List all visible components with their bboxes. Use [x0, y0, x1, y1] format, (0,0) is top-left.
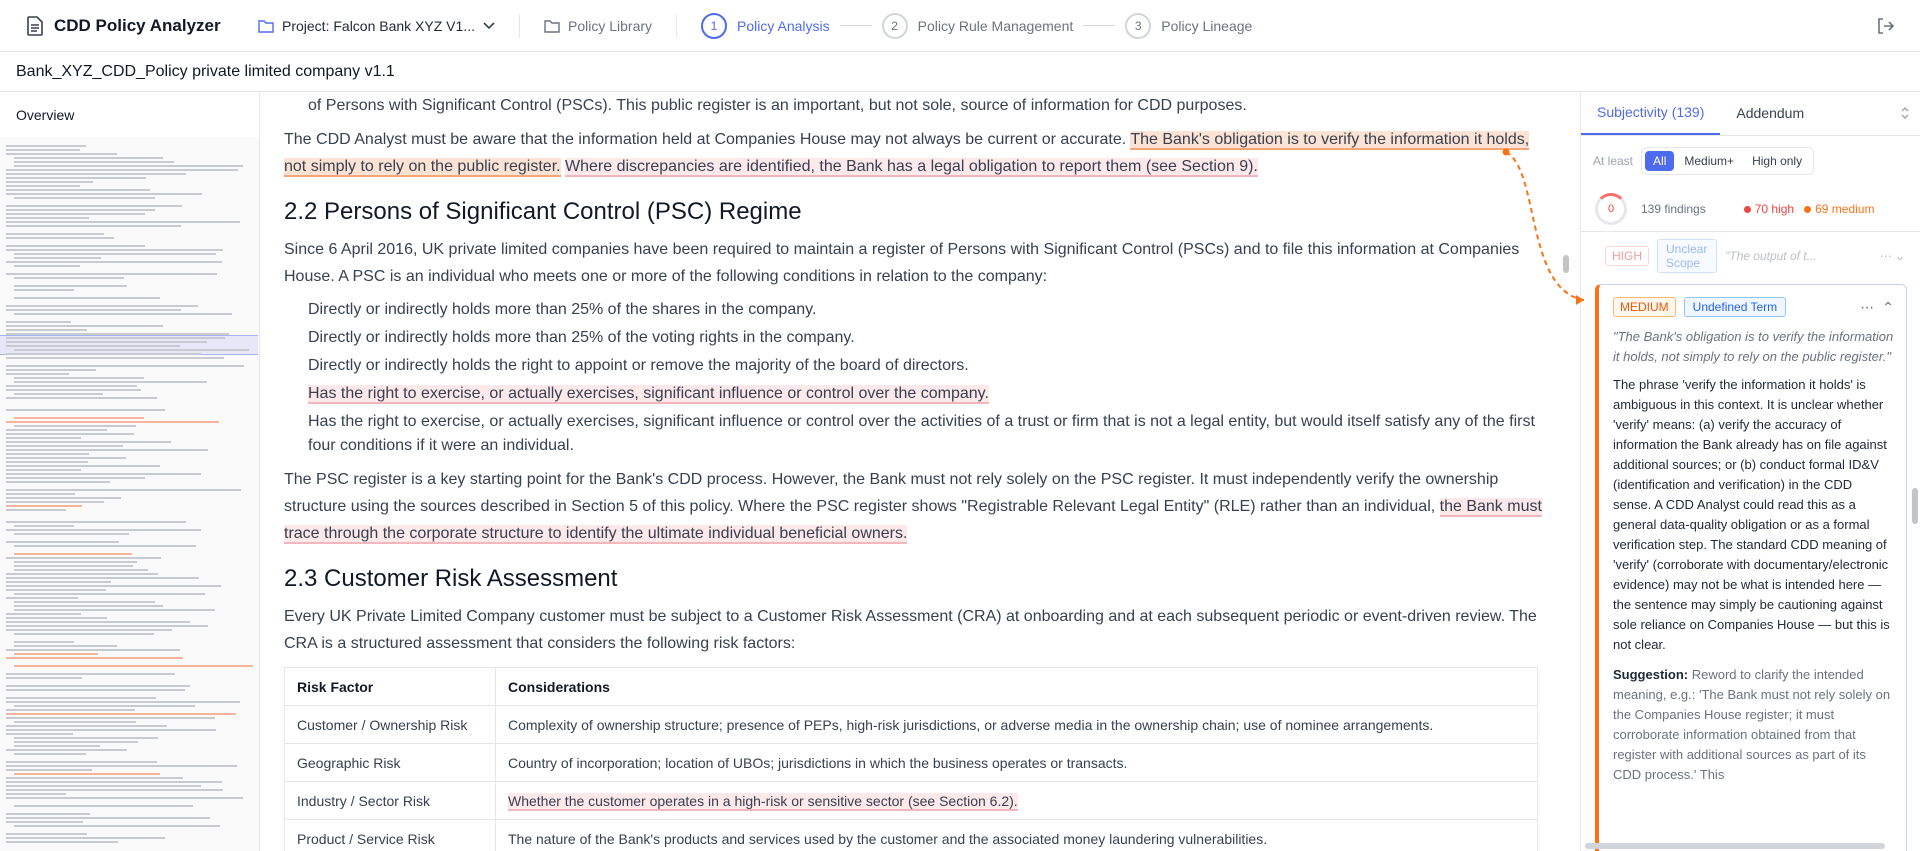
step-number: 2	[882, 13, 908, 39]
minimap-line	[6, 765, 237, 767]
overview-label: Overview	[0, 92, 259, 137]
text: The CDD Analyst must be aware that the information held at Companies House may not always be current or accurate.	[284, 131, 1131, 148]
minimap-line	[14, 553, 132, 555]
minimap-line	[14, 545, 196, 547]
minimap-line	[6, 489, 241, 491]
minimap-line	[6, 245, 145, 247]
document-content[interactable]	[260, 92, 1580, 851]
minimap-line	[6, 657, 183, 659]
more-icon[interactable]: ⋯ ⌄	[1879, 249, 1905, 263]
minimap-line	[14, 645, 117, 647]
document-title: Bank_XYZ_CDD_Policy private limited company v1.1	[0, 52, 1920, 92]
minimap-line	[6, 181, 93, 183]
minimap-line	[14, 665, 253, 667]
minimap-line	[14, 633, 154, 635]
policy-library-label: Policy Library	[567, 17, 653, 34]
minimap-line	[6, 789, 223, 791]
minimap-line	[14, 285, 127, 287]
highlight-high[interactable]: the Bank must trace through the corporate structure to identify the ultimate individual beneficial owners.	[284, 498, 1542, 542]
minimap-line	[6, 209, 155, 211]
minimap-line	[6, 577, 199, 579]
cell: Customer / Ownership Risk	[285, 706, 496, 744]
scrollbar[interactable]	[1563, 255, 1569, 273]
minimap-line	[14, 377, 144, 379]
list-item	[308, 382, 1546, 406]
finding-card-expanded[interactable]	[1595, 284, 1907, 851]
minimap-line	[6, 357, 224, 359]
panel-tabs	[1581, 92, 1920, 136]
step-number: 3	[1125, 13, 1151, 39]
minimap-line	[14, 753, 86, 755]
minimap-line	[14, 605, 163, 607]
minimap-line	[6, 769, 92, 771]
minimap-line	[6, 153, 117, 155]
findings-panel	[1580, 92, 1920, 851]
step-label: Policy Analysis	[737, 17, 830, 34]
minimap-line	[6, 597, 78, 599]
minimap-line	[14, 805, 193, 807]
minimap-line	[6, 465, 160, 467]
minimap-line	[6, 333, 229, 335]
cell: Product / Service Risk	[285, 820, 496, 851]
minimap-line	[14, 253, 216, 255]
minimap-line	[14, 289, 74, 291]
minimap-line	[6, 149, 80, 151]
minimap-line	[6, 373, 69, 375]
minimap-line	[6, 305, 198, 307]
folder-icon	[544, 19, 560, 33]
minimap-line	[14, 165, 243, 167]
minimap-line	[6, 813, 90, 815]
minimap-line	[6, 205, 182, 207]
minimap-line	[6, 505, 82, 507]
paragraph	[284, 466, 1546, 547]
list-item: Directly or indirectly holds more than 25% of the voting rights in the company.	[308, 329, 855, 346]
minimap-line	[6, 621, 190, 623]
severity-segmented-control	[1641, 147, 1814, 175]
minimap-line	[14, 721, 136, 723]
filter-high-only[interactable]: High only	[1752, 154, 1803, 168]
minimap-line	[14, 825, 220, 827]
step-policy-analysis[interactable]	[701, 13, 830, 39]
minimap-line	[6, 449, 208, 451]
minimap-line	[14, 417, 144, 419]
progress-ring: 0	[1595, 193, 1627, 225]
minimap-line	[6, 581, 111, 583]
chevron-up-icon[interactable]: ⌃	[1882, 298, 1894, 315]
list-continuation	[284, 94, 1546, 118]
text: The PSC register is a key starting point for the Bank's CDD process. However, the Bank must not rely solely on the PSC register. It must independently verify the ownership structure using the sources described in Section 5 of this policy. Where the PSC register shows "Registrable Relevant Legal Entity" (RLE) rather than an individual,	[284, 471, 1499, 515]
findings-summary	[1581, 186, 1920, 232]
minimap-line	[6, 185, 80, 187]
minimap-line	[6, 573, 158, 575]
minimap-line	[6, 477, 145, 479]
step-label: Policy Rule Management	[917, 17, 1074, 34]
minimap-line	[6, 409, 165, 411]
highlight-high[interactable]: Where discrepancies are identified, the Bank has a legal obligation to report them (see Section 9).	[565, 158, 1258, 175]
minimap-line	[6, 249, 223, 251]
minimap-line	[6, 821, 83, 823]
table-header	[285, 668, 1538, 706]
minimap-line	[6, 521, 186, 523]
risk-factor-table	[284, 667, 1538, 851]
list-item: of Persons with Significant Control (PSCs). This public register is an important, but not sole, source of information for CDD purposes.	[308, 97, 1247, 114]
highlight-medium[interactable]: The Bank's obligation is to verify the information it holds, not simply to rely on the public register.	[284, 131, 1530, 175]
minimap-line	[6, 177, 146, 179]
minimap-line	[6, 389, 141, 391]
minimap-line	[6, 617, 107, 619]
minimap-line	[6, 677, 82, 679]
minimap-line	[6, 717, 215, 719]
severity-badge: HIGH	[1605, 246, 1649, 266]
minimap-line	[14, 705, 195, 707]
table-row	[285, 744, 1538, 782]
cell: Complexity of ownership structure; presence of PEPs, high-risk jurisdictions, or adverse media in the ownership chain; use of nominee arrangements.	[496, 706, 1538, 744]
highlight-high[interactable]: Whether the customer operates in a high-risk or sensitive sector (see Section 6.2).	[508, 792, 1018, 809]
minimap-line	[14, 277, 124, 279]
minimap-line	[6, 673, 175, 675]
top-bar	[0, 0, 1920, 52]
minimap-line	[6, 493, 75, 495]
minimap-line	[6, 421, 219, 423]
tab-addendum[interactable]: Addendum	[1736, 105, 1805, 121]
project-selector[interactable]	[258, 18, 495, 34]
minimap-line	[14, 745, 100, 747]
table-row	[285, 782, 1538, 820]
step-policy-rule-management[interactable]	[882, 13, 1074, 39]
cell: The nature of the Bank's products and services used by the customer and the associated money laundering vulnerabilities.	[496, 820, 1538, 851]
policy-library-link[interactable]	[544, 18, 652, 34]
minimap-line	[14, 741, 138, 743]
minimap-line	[6, 541, 119, 543]
minimap-line	[6, 557, 161, 559]
minimap-line	[6, 785, 201, 787]
minimap-line	[6, 613, 81, 615]
minimap-line	[6, 369, 96, 371]
finding-card-collapsed[interactable]	[1581, 236, 1911, 276]
minimap-line	[6, 797, 243, 799]
minimap-line	[14, 569, 148, 571]
section-heading: 2.3 Customer Risk Assessment	[284, 565, 618, 592]
step-connector	[840, 25, 872, 26]
brand	[0, 16, 232, 36]
more-icon[interactable]: ⋯	[1860, 298, 1875, 315]
minimap-line	[6, 329, 87, 331]
logout-icon[interactable]	[1876, 17, 1894, 35]
psc-conditions-list	[284, 298, 1546, 458]
minimap-line	[14, 297, 160, 299]
minimap-line	[6, 713, 236, 715]
minimap-line	[14, 393, 103, 395]
minimap-line	[6, 233, 104, 235]
folder-icon	[258, 19, 274, 33]
minimap-line	[6, 837, 165, 839]
cell: Industry / Sector Risk	[285, 782, 496, 820]
column-header: Risk Factor	[285, 668, 496, 706]
minimap-line	[6, 685, 190, 687]
category-badge: Undefined Term	[1684, 297, 1787, 317]
minimap-line	[6, 441, 171, 443]
minimap-line	[6, 733, 73, 735]
scrollbar[interactable]	[1912, 488, 1918, 524]
card-header	[1613, 297, 1894, 317]
minimap-line	[6, 649, 180, 651]
minimap-line	[6, 461, 88, 463]
minimap-line	[14, 425, 136, 427]
minimap-line	[14, 773, 160, 775]
minimap-line	[14, 601, 155, 603]
minimap-line	[6, 629, 172, 631]
suggestion-text: Reword to clarify the intended meaning, e.g.: 'The Bank must not rely solely on the Companies House register; it must corroborate information obtained from that register with additional sources as part of its CDD process.' This	[1613, 667, 1891, 782]
minimap-line	[6, 213, 145, 215]
minimap-line	[6, 221, 240, 223]
step-label: Policy Lineage	[1161, 17, 1253, 34]
finding-suggestion	[1613, 665, 1894, 785]
app-title: CDD Policy Analyzer	[54, 15, 221, 35]
minimap-line	[14, 157, 163, 159]
minimap-line	[6, 273, 217, 275]
cell	[496, 782, 1538, 820]
minimap-line	[6, 341, 207, 343]
minimap-line	[6, 189, 150, 191]
minimap-line	[6, 325, 163, 327]
minimap-line	[6, 385, 137, 387]
document-icon	[26, 16, 44, 36]
minimap-line	[6, 345, 180, 347]
minimap-line	[6, 481, 110, 483]
minimap-line	[14, 561, 137, 563]
high-count: 70 high	[1744, 202, 1794, 216]
project-label: Project: Falcon Bank XYZ V1...	[282, 17, 475, 34]
minimap-line	[6, 729, 216, 731]
severity-filter	[1581, 136, 1920, 186]
minimap-line	[6, 509, 66, 511]
minimap-line	[14, 197, 155, 199]
minimap-line	[14, 525, 74, 527]
minimap-line	[6, 429, 107, 431]
paragraph: Every UK Private Limited Company customer must be subject to a Customer Risk Assessment (CRA) at onboarding and at each subsequent periodic or event-driven review. The CRA is a structured assessment that considers the following risk factors:	[284, 608, 1537, 652]
category-badge: Unclear Scope	[1657, 239, 1717, 273]
card-actions	[1860, 299, 1894, 316]
overview-panel	[0, 92, 260, 851]
minimap-line	[14, 737, 158, 739]
minimap-line	[6, 457, 126, 459]
minimap-line	[6, 793, 66, 795]
step-policy-lineage[interactable]	[1125, 13, 1252, 39]
minimap-line	[14, 265, 80, 267]
medium-count: 69 medium	[1804, 202, 1874, 216]
document-minimap[interactable]	[0, 137, 259, 851]
column-header: Considerations	[496, 668, 1538, 706]
minimap-line	[6, 501, 104, 503]
minimap-line	[6, 321, 71, 323]
horizontal-scrollbar[interactable]	[1585, 843, 1885, 849]
minimap-line	[6, 261, 222, 263]
expand-collapse-icon[interactable]	[1900, 106, 1910, 120]
minimap-line	[14, 533, 129, 535]
minimap-line	[6, 589, 106, 591]
minimap-line	[6, 173, 186, 175]
list-item: Directly or indirectly holds the right to appoint or remove the majority of the board of directors.	[308, 357, 969, 374]
chevron-down-icon	[483, 22, 495, 30]
table-row	[285, 706, 1538, 744]
minimap-line	[6, 697, 156, 699]
workflow-steps	[701, 13, 1252, 39]
minimap-line	[14, 653, 98, 655]
minimap-line	[6, 353, 201, 355]
list-item: Directly or indirectly holds more than 25% of the shares in the company.	[308, 301, 817, 318]
minimap-line	[14, 313, 232, 315]
filter-all[interactable]: All	[1645, 151, 1674, 171]
minimap-line	[6, 689, 185, 691]
minimap-line	[14, 641, 74, 643]
minimap-line	[6, 833, 87, 835]
minimap-line	[6, 761, 157, 763]
minimap-line	[6, 453, 89, 455]
finding-explanation: The phrase 'verify the information it holds' is ambiguous in this context. It is unclear whether 'verify' means: (a) verify the accuracy of information the Bank already has on file against additional sources; or (b) conduct formal ID&V (identification and verification) in the CDD sense. A CDD Analyst could read this as a general data-quality obligation or as a formal verification step. The standard CDD meaning of 'verify' (corroborate with documentary/electronic evidence) may not be what is intended here — the sentence may simply be cautioning against sole reliance on Companies House — but this is not clear.	[1613, 377, 1890, 652]
minimap-line	[14, 565, 133, 567]
minimap-line	[6, 701, 240, 703]
minimap-line	[6, 337, 225, 339]
paragraph: Since 6 April 2016, UK private limited companies have been required to maintain a register of Persons with Significant Control (PSCs) and to file this information at Companies House. A PSC is an individual who meets one or more of the following conditions in relation to the company:	[284, 241, 1520, 285]
finding-quote: "The Bank's obligation is to verify the information it holds, not simply to rely on the public register."	[1613, 329, 1894, 364]
minimap-line	[6, 709, 135, 711]
step-connector	[1083, 25, 1115, 26]
finding-quote: "The output of t...	[1725, 249, 1817, 263]
findings-count: 139 findings	[1641, 201, 1706, 216]
list-item: Has the right to exercise, or actually exercises, significant influence or control over the activities of a trust or firm that is not a legal entity, but would itself satisfy any of the first four conditions if it were an individual.	[308, 413, 1535, 454]
minimap-line	[14, 349, 249, 351]
minimap-line	[6, 437, 81, 439]
minimap-line	[6, 193, 202, 195]
minimap-line	[6, 169, 238, 171]
minimap-line	[6, 725, 167, 727]
filter-label: At least	[1593, 154, 1634, 168]
divider	[676, 14, 677, 38]
divider	[519, 14, 520, 38]
minimap-line	[6, 225, 181, 227]
paragraph	[284, 126, 1546, 180]
minimap-line	[6, 749, 127, 751]
minimap-line	[6, 497, 121, 499]
section-heading: 2.2 Persons of Significant Control (PSC) Regime	[284, 198, 802, 225]
step-number: 1	[701, 13, 727, 39]
minimap-line	[6, 473, 201, 475]
tab-subjectivity[interactable]: Subjectivity (139)	[1581, 92, 1720, 135]
table-row	[285, 820, 1538, 851]
cell: Geographic Risk	[285, 744, 496, 782]
minimap-line	[6, 365, 244, 367]
minimap-line	[6, 817, 210, 819]
minimap-line	[14, 381, 207, 383]
minimap-line	[14, 257, 101, 259]
minimap-line	[6, 309, 181, 311]
minimap-line	[6, 237, 114, 239]
document-body	[284, 92, 1546, 851]
minimap-line	[6, 529, 201, 531]
suggestion-label: Suggestion:	[1613, 667, 1689, 682]
highlight-high[interactable]: Has the right to exercise, or actually exercises, significant influence or control over the company.	[308, 385, 989, 402]
minimap-line	[14, 593, 205, 595]
minimap-line	[14, 609, 215, 611]
minimap-line	[6, 445, 123, 447]
minimap-line	[6, 777, 183, 779]
minimap-line	[6, 217, 89, 219]
minimap-line	[6, 625, 208, 627]
minimap-line	[6, 469, 81, 471]
minimap-line	[6, 433, 134, 435]
minimap-line	[6, 841, 118, 843]
minimap-line	[6, 585, 221, 587]
filter-medium-plus[interactable]: Medium+	[1684, 154, 1735, 168]
minimap-line	[6, 781, 222, 783]
cell: Country of incorporation; location of UBOs; jurisdictions in which the business operates or transacts.	[496, 744, 1538, 782]
minimap-line	[6, 145, 86, 147]
severity-badge: MEDIUM	[1613, 297, 1676, 317]
minimap-line	[14, 161, 174, 163]
minimap-line	[6, 397, 157, 399]
